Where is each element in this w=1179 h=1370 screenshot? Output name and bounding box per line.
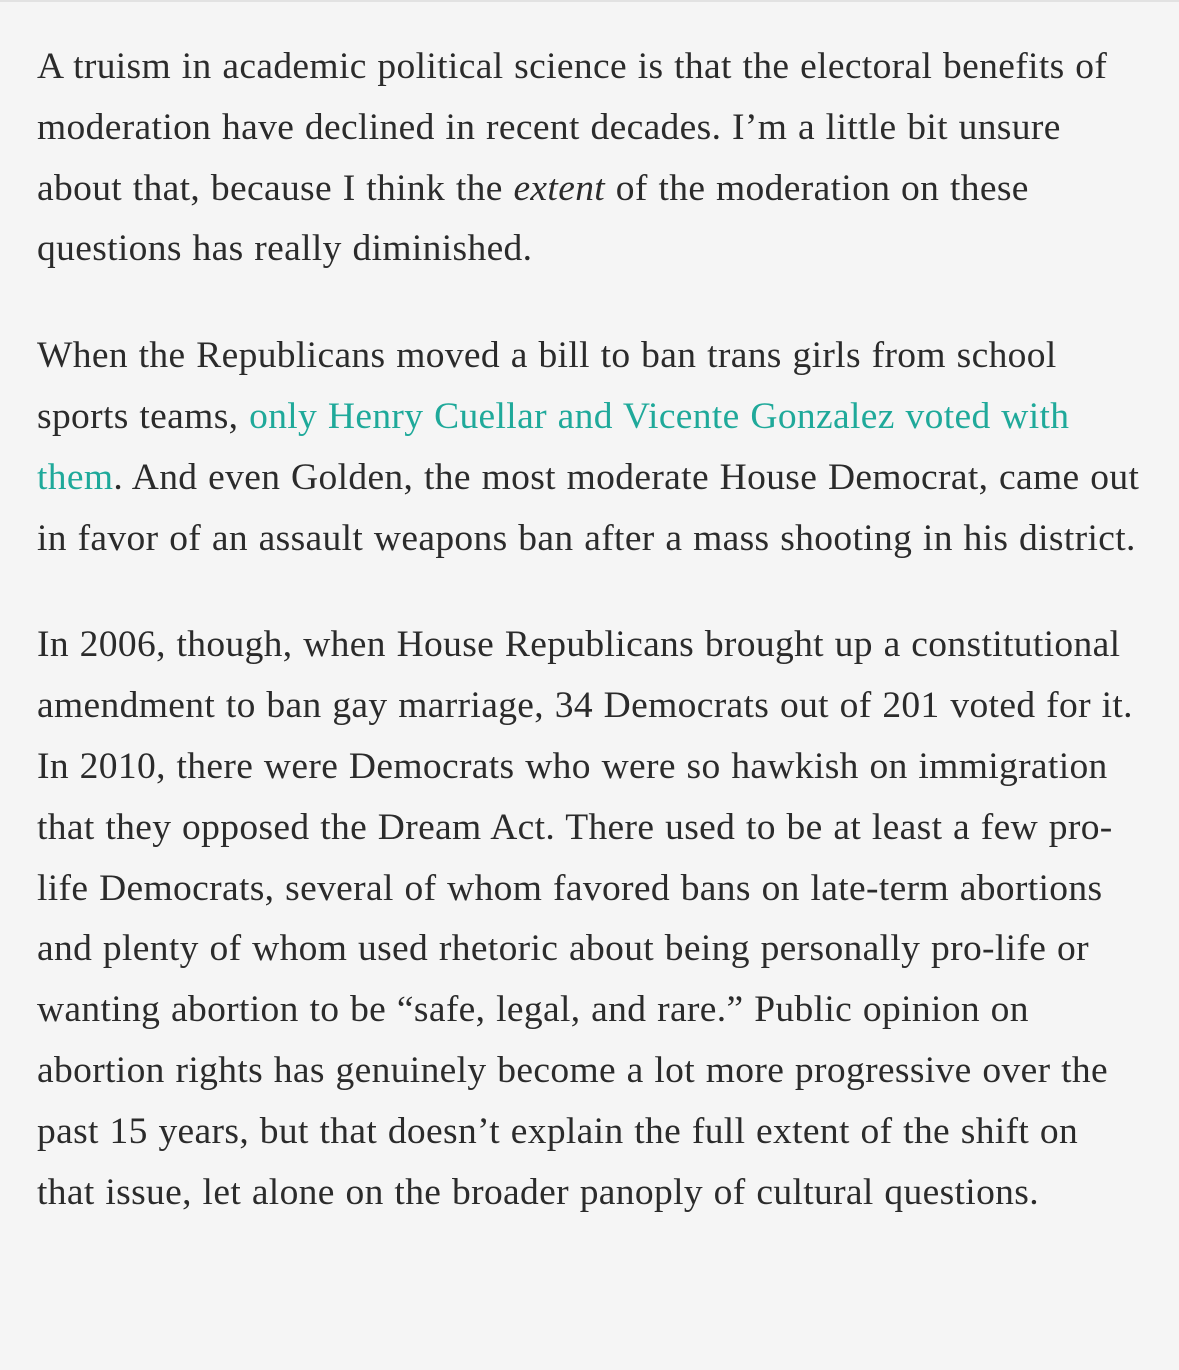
- paragraph-1-text-end: of the moderation on these questions has really diminished.: [37, 167, 1029, 270]
- paragraph-1-text-start: A truism in academic political science is that the electoral benefits of moderation have declined in recent decades. I’m a little bit unsure about that, because I think the: [37, 46, 1108, 209]
- emphasis-extent: extent: [513, 167, 606, 209]
- paragraph-3: [37, 615, 1143, 1223]
- paragraph-3-text: In 2006, though, when House Republicans brought up a constitutional amendment to ban gay marriage, 34 Democrats out of 201 voted for it. In 2010, there were Democrats who were so hawkish on immigration that they opposed the Dream Act. There used to be at least a few pro-life Democrats, several of whom favored bans on late-term abortions and plenty of whom used rhetoric about being personally pro-life or wanting abortion to be “safe, legal, and rare.” Public opinion on abortion rights has genuinely become a lot more progressive over the past 15 years, but that doesn’t explain the full extent of the shift on that issue, let alone on the broader panoply of cultural questions.: [37, 624, 1133, 1213]
- article-body: [0, 2, 1179, 1223]
- paragraph-2-text-start: When the Republicans moved a bill to ban trans girls from school sports teams,: [37, 335, 1057, 437]
- paragraph-1: [37, 2, 1143, 280]
- paragraph-2: [37, 326, 1143, 569]
- cuellar-gonzalez-vote-link[interactable]: only Henry Cuellar and Vicente Gonzalez voted with them: [37, 395, 1070, 498]
- paragraph-2-text-end: . And even Golden, the most moderate House Democrat, came out in favor of an assault weapons ban after a mass shooting in his district.: [37, 456, 1140, 559]
